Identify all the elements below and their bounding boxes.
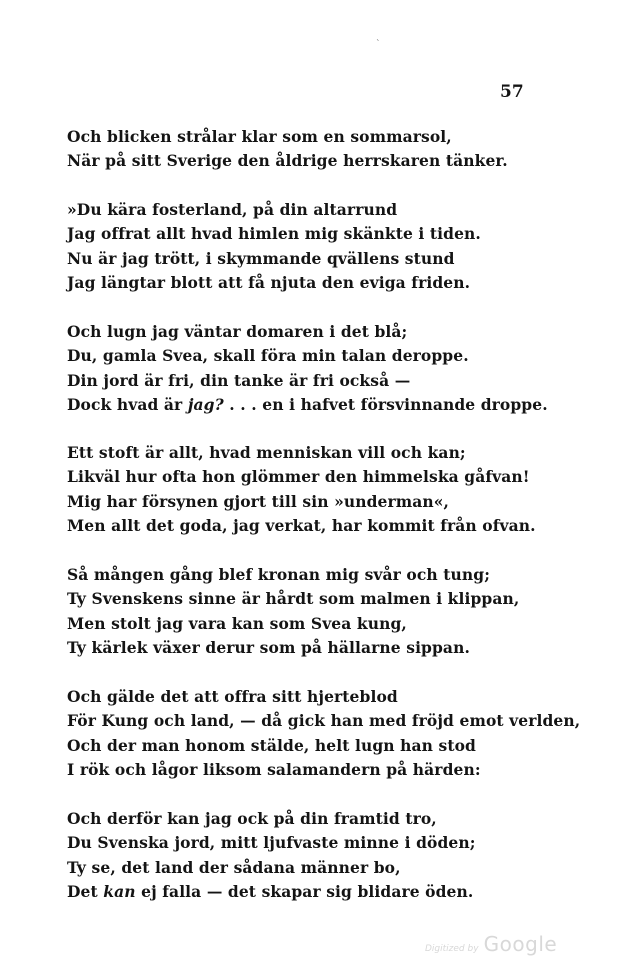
poem-line — [67, 443, 466, 462]
poem-line-text: Men allt det goda, jag verkat, har kommit från ofvan. — [67, 515, 536, 535]
poem-line — [67, 200, 397, 219]
poem-line-text: Ett stoft är allt, hvad menniskan vill och kan; — [67, 443, 466, 462]
poem-line — [67, 833, 476, 852]
poem-line-text: kan — [103, 881, 136, 901]
poem-line-text: Du, gamla Svea, skall föra min talan deroppe. — [67, 346, 469, 366]
poem-line-text: Dock hvad är — [67, 394, 188, 414]
poem-line-text: I rök och lågor liksom salamandern på härden: — [67, 759, 481, 779]
poem-line — [67, 858, 401, 877]
watermark-prefix: Digitized by — [425, 944, 479, 954]
poem-line-text: Ty kärlek växer derur som på hällarne sippan. — [67, 637, 470, 657]
poem-line-text: Och lugn jag väntar domaren i det blå; — [67, 322, 408, 341]
poem-line — [67, 371, 410, 390]
poem-line-text: Din jord är fri, din tanke är fri också — — [67, 370, 411, 390]
poem-line — [67, 346, 469, 365]
poem-line — [67, 492, 449, 511]
poem-line-text: Jag offrat allt hvad himlen mig skänkte i tiden. — [67, 224, 481, 244]
poem-line — [67, 151, 508, 170]
poem-line — [67, 736, 476, 755]
poem-line-text: Det — [67, 881, 104, 901]
poem-line — [67, 687, 398, 706]
poem-line — [67, 467, 530, 486]
poem-line-text: Och derför kan jag ock på din framtid tro, — [67, 809, 437, 828]
poem-line — [67, 760, 481, 779]
scan-mark: ˋ — [376, 40, 381, 50]
poem-line-text: Du Svenska jord, mitt ljufvaste minne i döden; — [67, 833, 476, 853]
poem-line-text: Och blicken strålar klar som en sommarsol, — [67, 127, 452, 146]
poem-line — [67, 711, 580, 730]
poem-line-text: jag? — [187, 394, 224, 414]
poem-line — [67, 395, 548, 414]
page-number: 57 — [500, 82, 524, 102]
poem-line-text: »Du kära fosterland, på din altarrund — [67, 200, 398, 219]
poem-line — [67, 224, 481, 243]
poem-line-text: . . . en i hafvet försvinnande droppe. — [223, 394, 548, 414]
poem-line — [67, 127, 452, 146]
poem-line-text: Ty se, det land der sådana männer bo, — [67, 857, 401, 877]
poem-line-text: För Kung och land, — då gick han med fröjd emot verlden, — [67, 711, 581, 731]
poem-line — [67, 565, 490, 584]
poem-line — [67, 322, 407, 341]
poem-line-text: Och der man honom stälde, helt lugn han stod — [67, 735, 476, 755]
digitization-watermark — [425, 932, 557, 956]
poem-line-text: Men stolt jag vara kan som Svea kung, — [67, 613, 407, 633]
poem-line — [67, 516, 536, 535]
poem-line-text: Så mången gång blef kronan mig svår och tung; — [67, 565, 491, 584]
poem-line-text: Likväl hur ofta hon glömmer den himmelska gåfvan! — [67, 467, 530, 487]
poem-line-text: Och gälde det att offra sitt hjerteblod — [67, 687, 398, 706]
poem-line — [67, 273, 470, 292]
poem-line — [67, 638, 470, 657]
poem-line-text: Nu är jag trött, i skymmande qvällens stund — [67, 248, 455, 268]
poem-line — [67, 589, 519, 608]
poem-line — [67, 882, 473, 901]
poem-line — [67, 614, 407, 633]
poem-line-text: Ty Svenskens sinne är hårdt som malmen i klippan, — [67, 589, 520, 609]
poem-line-text: Mig har försynen gjort till sin »underman«, — [67, 491, 450, 511]
poem-line-text: Jag längtar blott att få njuta den eviga friden. — [67, 272, 471, 292]
poem-line — [67, 809, 437, 828]
poem-line-text: ej falla — det skapar sig blidare öden. — [135, 881, 474, 901]
watermark-brand: Google — [483, 932, 558, 956]
poem-line-text: När på sitt Sverige den åldrige herrskaren tänker. — [67, 151, 508, 171]
poem-line — [67, 249, 455, 268]
